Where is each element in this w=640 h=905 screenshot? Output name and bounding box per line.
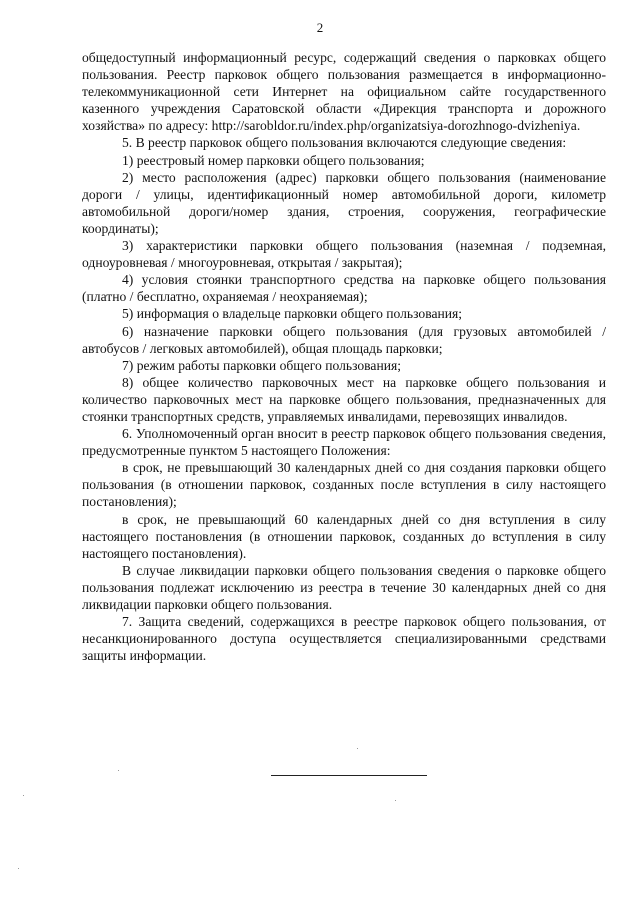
paragraph-item-6: 6. Уполномоченный орган вносит в реестр парковок общего пользования сведения, предусмотренные пунктом 5 настоящего Положения: [82, 426, 606, 459]
scan-speck [357, 748, 358, 749]
paragraph-subitem-2: 2) место расположения (адрес) парковки общего пользования (наименование дороги / улицы, идентификационный номер автомобильной дороги, километр автомобильной дороги/номер здания, строения, сооружения, географические координаты); [82, 169, 606, 236]
paragraph-subitem-1: 1) реестровый номер парковки общего пользования; [122, 152, 425, 168]
end-of-text-rule [271, 775, 427, 776]
paragraph-subitem-4: 4) условия стоянки транспортного средства на парковке общего пользования (платно / бесплатно, охраняемая / неохраняемая); [82, 272, 606, 305]
paragraph-registry-resource: общедоступный информационный ресурс, содержащий сведения о парковках общего пользования. Реестр парковок общего пользования размещается в информационно-телекоммуникационной сети Интернет на официальном сайте государственного казенного учреждения Саратовской области «Дирекция транспорта и дорожного хозяйства» по адресу: http://sarobldor.ru/index.php/organizatsiya-dorozhnogo-dvizheniya. [82, 50, 606, 134]
paragraph-deadline-30-days: в срок, не превышающий 30 календарных дней со дня создания парковки общего пользования (в отношении парковок, созданных после вступления в силу настоящего постановления); [82, 460, 606, 510]
paragraph-subitem-3: 3) характеристики парковки общего пользования (наземная / подземная, одноуровневая / многоуровневая, открытая / закрытая); [82, 238, 606, 271]
paragraph-subitem-8: 8) общее количество парковочных мест на парковке общего пользования и количество парковочных мест на парковке общего пользования, предназначенных для стоянки транспортных средств, управляемых инвалидами, перевозящих инвалидов. [82, 374, 606, 424]
scan-speck [118, 770, 119, 771]
paragraph-item-7: 7. Защита сведений, содержащихся в реестре парковок общего пользования, от несанкционированного доступа осуществляется специализированными средствами защиты информации. [82, 614, 606, 664]
paragraph-liquidation: В случае ликвидации парковки общего пользования сведения о парковке общего пользования подлежат исключению из реестра в течение 30 календарных дней со дня ликвидации парковки общего пользования. [82, 562, 606, 612]
paragraph-deadline-60-days: в срок, не превышающий 60 календарных дней со дня вступления в силу настоящего постановления (в отношении парковок, созданных до вступления в силу настоящего постановления). [82, 511, 606, 561]
page-number: 2 [316, 20, 324, 35]
scan-speck [18, 868, 19, 869]
paragraph-subitem-6: 6) назначение парковки общего пользования (для грузовых автомобилей / автобусов / легковых автомобилей), общая площадь парковки; [82, 323, 606, 356]
scan-speck [395, 800, 396, 801]
paragraph-subitem-5: 5) информация о владельце парковки общего пользования; [122, 306, 463, 322]
paragraph-subitem-7: 7) режим работы парковки общего пользования; [122, 357, 402, 373]
scan-speck [23, 795, 24, 796]
document-body [82, 49, 606, 664]
paragraph-item-5: 5. В реестр парковок общего пользования включаются следующие сведения: [122, 135, 567, 151]
